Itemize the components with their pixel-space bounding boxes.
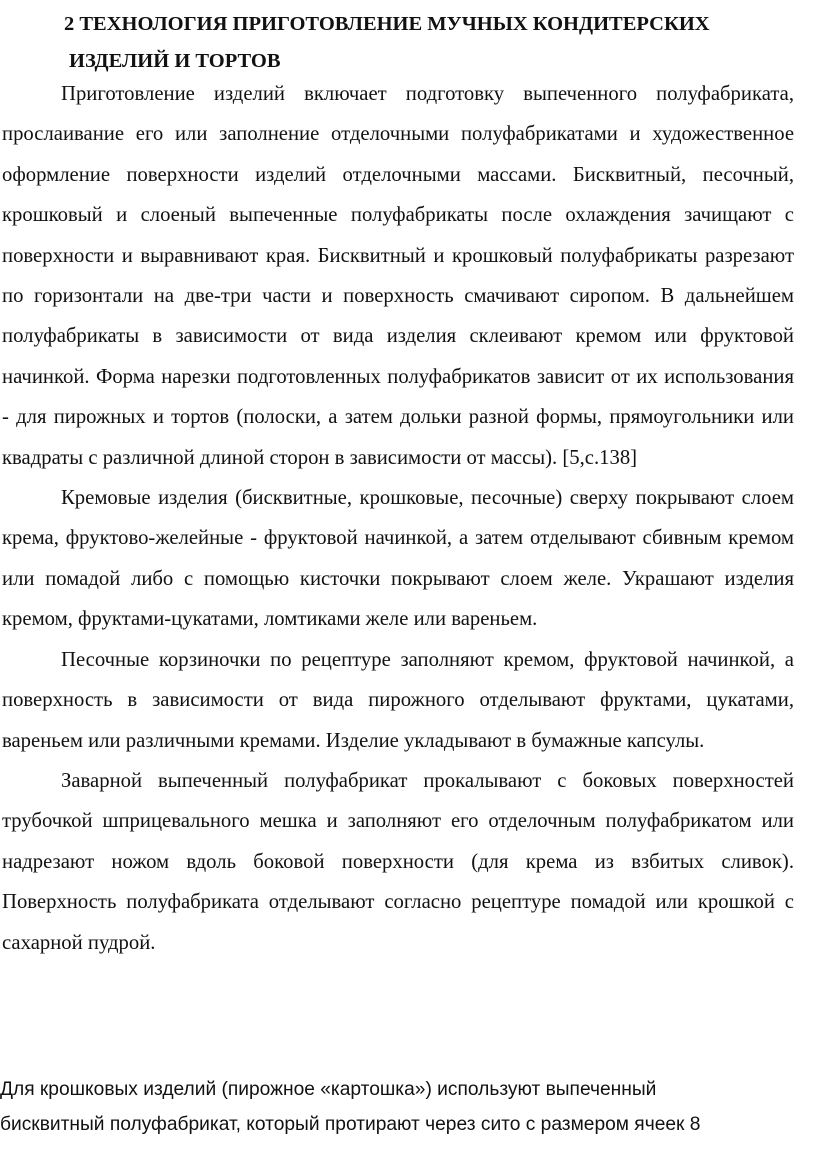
heading-line-1: 2 ТЕХНОЛОГИЯ ПРИГОТОВЛЕНИЕ МУЧНЫХ КОНДИТЕРСКИХ	[64, 13, 710, 35]
section-heading	[64, 6, 784, 80]
paragraph-preparation: Приготовление изделий включает подготовку выпеченного полуфабриката, прослаивание его или заполнение отделочными полуфабрикатами и художественное оформление поверхности изделий отделочными массами. Бисквитный, песочный, крошковый и слоеный выпеченные полуфабрикаты после охлаждения зачищают с поверхности и выравнивают края. Бисквитный и крошковый полуфабрикаты разрезают по горизонтали на две-три части и поверхность смачивают сиропом. В дальнейшем полуфабрикаты в зависимости от вида изделия склеивают кремом или фруктовой начинкой. Форма нарезки подготовленных полуфабрикатов зависит от их использования - для пирожных и тортов (полоски, а затем дольки разной формы, прямоугольники или квадраты с различной длиной сторон в зависимости от массы). [5,с.138]	[2, 83, 794, 469]
tail-line-2: бисквитный полуфабрикат, который протирают через сито с размером ячеек 8	[0, 1114, 701, 1135]
heading-line-2: ИЗДЕЛИЙ И ТОРТОВ	[69, 50, 281, 72]
body-text	[2, 74, 794, 963]
paragraph-choux-pastry: Заварной выпеченный полуфабрикат прокалывают с боковых поверхностей трубочкой шприцевального мешка и заполняют его отделочным полуфабрикатом или надрезают ножом вдоль боковой поверхности (для крема из взбитых сливок). Поверхность полуфабриката отделывают согласно рецептуре помадой или крошкой с сахарной пудрой.	[2, 769, 794, 954]
tail-line-1: Для крошковых изделий (пирожное «картошка») используют выпеченный	[0, 1079, 657, 1100]
paragraph-cream-products: Кремовые изделия (бисквитные, крошковые, песочные) сверху покрывают слоем крема, фруктово-желейные - фруктовой начинкой, а затем отделывают сбивным кремом или помадой либо с помощью кисточки покрывают слоем желе. Украшают изделия кремом, фруктами-цукатами, ломтиками желе или вареньем.	[2, 487, 794, 631]
paragraph-shortbread-baskets: Песочные корзиночки по рецептуре заполняют кремом, фруктовой начинкой, а поверхность в зависимости от вида пирожного отделывают фруктами, цукатами, вареньем или различными кремами. Изделие укладывают в бумажные капсулы.	[2, 648, 794, 752]
paragraph-crumb-products	[0, 1072, 800, 1142]
